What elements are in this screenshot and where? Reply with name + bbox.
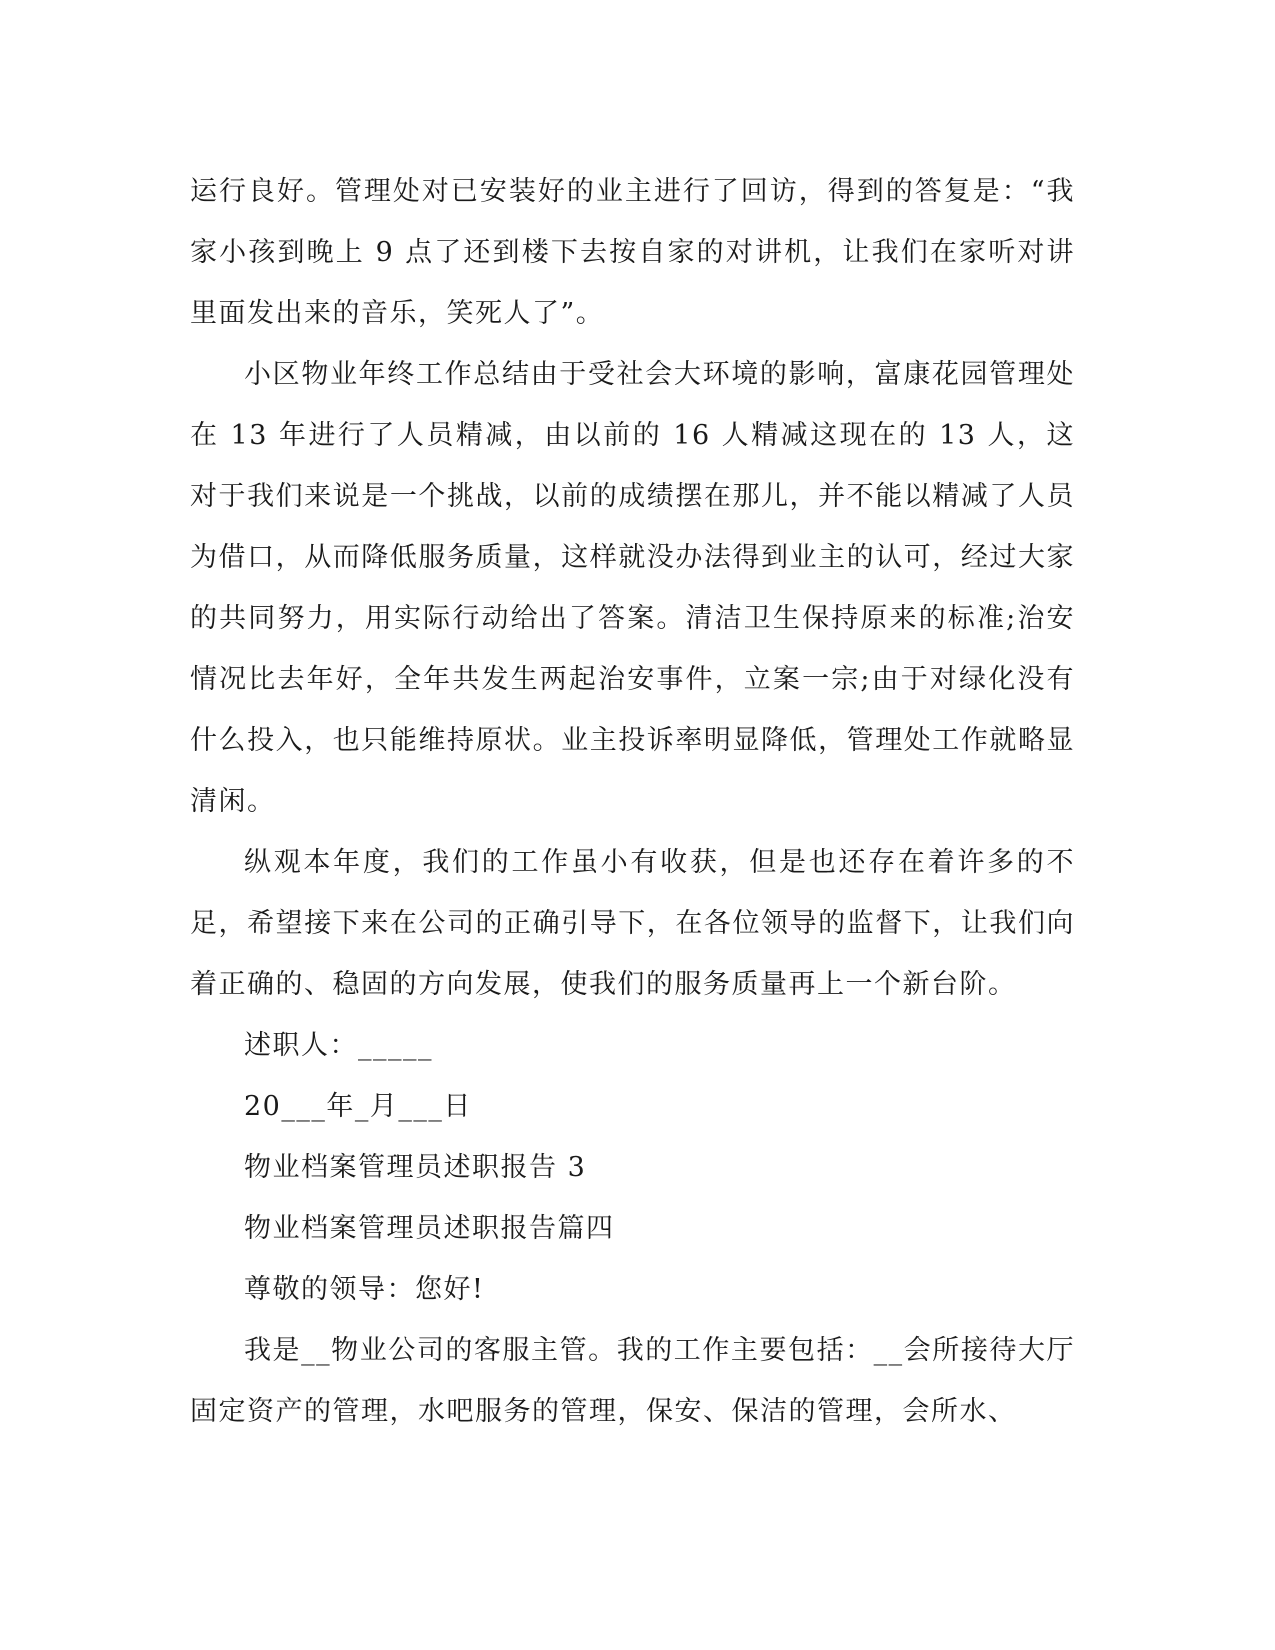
report-title-3: 物业档案管理员述职报告 3 bbox=[244, 1152, 587, 1183]
paragraph-continuation: 运行良好。管理处对已安装好的业主进行了回访，得到的答复是：“我家小孩到晚上 9 点了还到楼下去按自家的对讲机，让我们在家听对讲里面发出来的音乐，笑死人了”。 bbox=[190, 176, 1075, 329]
document-body bbox=[190, 161, 1075, 1442]
salutation: 尊敬的领导：您好! bbox=[244, 1274, 485, 1305]
paragraph-outlook: 纵观本年度，我们的工作虽小有收获，但是也还存在着许多的不足，希望接下来在公司的正确引导下，在各位领导的监督下，让我们向着正确的、稳固的方向发展，使我们的服务质量再上一个新台阶。 bbox=[190, 847, 1075, 1000]
signature-line: 述职人：_____ bbox=[244, 1030, 433, 1061]
report-title-4: 物业档案管理员述职报告篇四 bbox=[244, 1213, 615, 1244]
paragraph-intro: 我是__物业公司的客服主管。我的工作主要包括：__会所接待大厅固定资产的管理，水吧服务的管理，保安、保洁的管理，会所水、 bbox=[190, 1335, 1075, 1427]
date-line: 20___年_月___日 bbox=[244, 1091, 472, 1122]
paragraph-year-summary: 小区物业年终工作总结由于受社会大环境的影响，富康花园管理处在 13 年进行了人员精减，由以前的 16 人精减这现在的 13 人，这对于我们来说是一个挑战，以前的成绩摆在那儿，并不能以精减了人员为借口，从而降低服务质量，这样就没办法得到业主的认可，经过大家的共同努力，用实际行动给出了答案。清洁卫生保持原来的标准;治安情况比去年好，全年共发生两起治安事件，立案一宗;由于对绿化没有什么投入，也只能维持原状。业主投诉率明显降低，管理处工作就略显清闲。 bbox=[190, 359, 1075, 817]
